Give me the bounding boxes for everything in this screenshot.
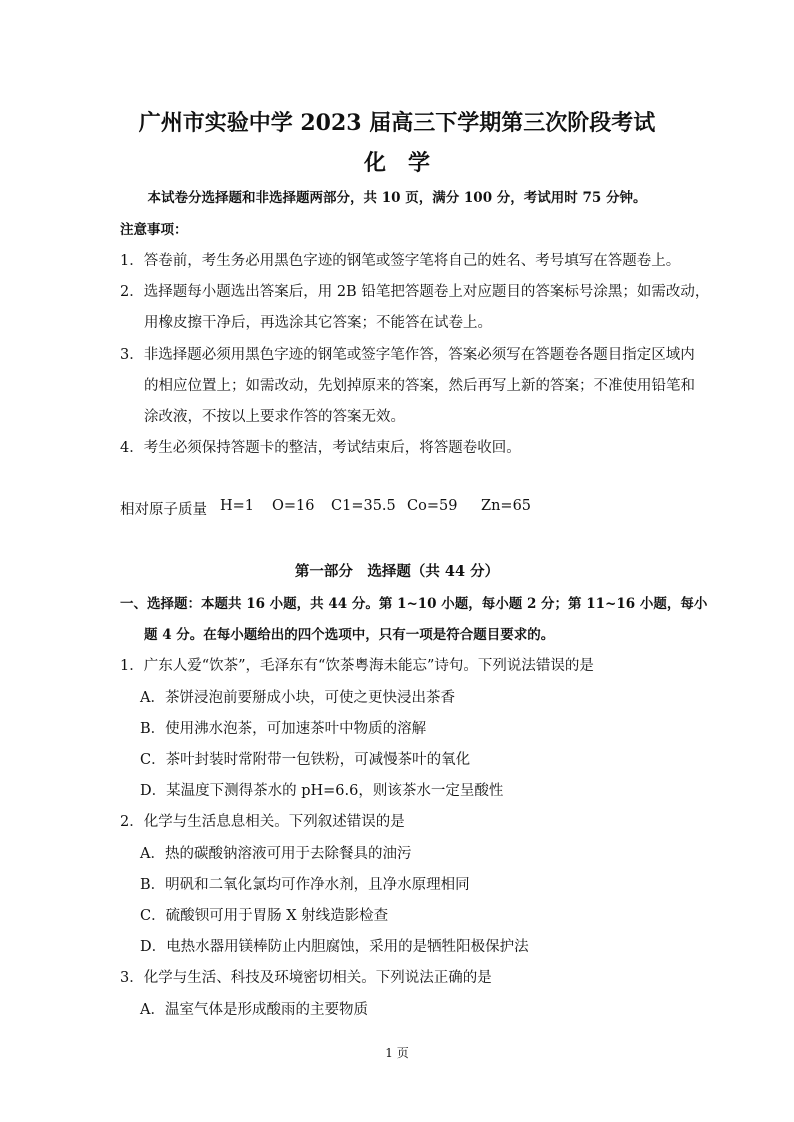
- question-option: B．使用沸水泡茶，可加速茶叶中物质的溶解: [140, 721, 427, 737]
- notice-item: 3．非选择题必须用黑色字迹的钢笔或签字笔作答，答案必须写在答题卷各题目指定区域内: [120, 347, 695, 363]
- atomic-mass-value: O=16: [272, 498, 315, 514]
- question-option: B．明矾和二氧化氯均可作净水剂，且净水原理相同: [140, 877, 470, 893]
- part1-instructions: 一、选择题：本题共 16 小题，共 44 分。第 1~10 小题，每小题 2 分；第 11~16 小题，每小: [120, 596, 708, 612]
- question-option: D．电热水器用镁棒防止内胆腐蚀，采用的是牺牲阳极保护法: [140, 939, 529, 955]
- notice-item: 1．答卷前，考生务必用黑色字迹的钢笔或签字笔将自己的姓名、考号填写在答题卷上。: [120, 253, 681, 269]
- question-option: D．某温度下测得茶水的 pH=6.6，则该茶水一定呈酸性: [140, 783, 504, 799]
- page-number: 1 页: [385, 1046, 409, 1060]
- part1-heading: 第一部分 选择题（共 44 分）: [294, 563, 500, 580]
- notice-heading: 注意事项：: [120, 222, 188, 238]
- atomic-mass-value: Co=59: [407, 498, 458, 514]
- question-option: C．硫酸钡可用于胃肠 X 射线造影检查: [140, 908, 389, 924]
- question-option: C．茶叶封装时常附带一包铁粉，可减慢茶叶的氧化: [140, 752, 471, 768]
- atomic-mass-value: H=1: [220, 498, 255, 514]
- part1-instructions-continuation: 题 4 分。在每小题给出的四个选项中，只有一项是符合题目要求的。: [144, 627, 555, 643]
- notice-item: 2．选择题每小题选出答案后，用 2B 铅笔把答题卷上对应题目的答案标号涂黑；如需改动，: [120, 284, 710, 300]
- question-option: A．热的碳酸钠溶液可用于去除餐具的油污: [140, 846, 412, 862]
- question-stem: 2．化学与生活息息相关。下列叙述错误的是: [120, 814, 405, 830]
- atomic-mass-line: [120, 498, 680, 520]
- question-stem: 1．广东人爱“饮茶”，毛泽东有“饮茶粤海未能忘”诗句。下列说法错误的是: [120, 658, 594, 674]
- atomic-mass-value: C1=35.5: [331, 498, 396, 514]
- exam-title: 广州市实验中学 2023 届高三下学期第三次阶段考试: [138, 110, 656, 136]
- notice-item: 4．考生必须保持答题卡的整洁，考试结束后，将答题卷收回。: [120, 440, 521, 456]
- question-option: A．温室气体是形成酸雨的主要物质: [140, 1002, 368, 1018]
- exam-intro: 本试卷分选择题和非选择题两部分，共 10 页，满分 100 分，考试用时 75 分钟。: [147, 190, 647, 206]
- notice-item-continuation: 涂改液，不按以上要求作答的答案无效。: [144, 409, 405, 425]
- atomic-mass-value: Zn=65: [481, 498, 532, 514]
- question-stem: 3．化学与生活、科技及环境密切相关。下列说法正确的是: [120, 970, 492, 986]
- notice-item-continuation: 用橡皮擦干净后，再选涂其它答案；不能答在试卷上。: [144, 315, 492, 331]
- notice-item-continuation: 的相应位置上；如需改动，先划掉原来的答案，然后再写上新的答案；不准使用铅笔和: [144, 378, 695, 394]
- atomic-mass-label: 相对原子质量: [120, 502, 207, 518]
- question-option: A．茶饼浸泡前要掰成小块，可使之更快浸出茶香: [140, 690, 455, 706]
- subject-title: 化 学: [363, 150, 430, 176]
